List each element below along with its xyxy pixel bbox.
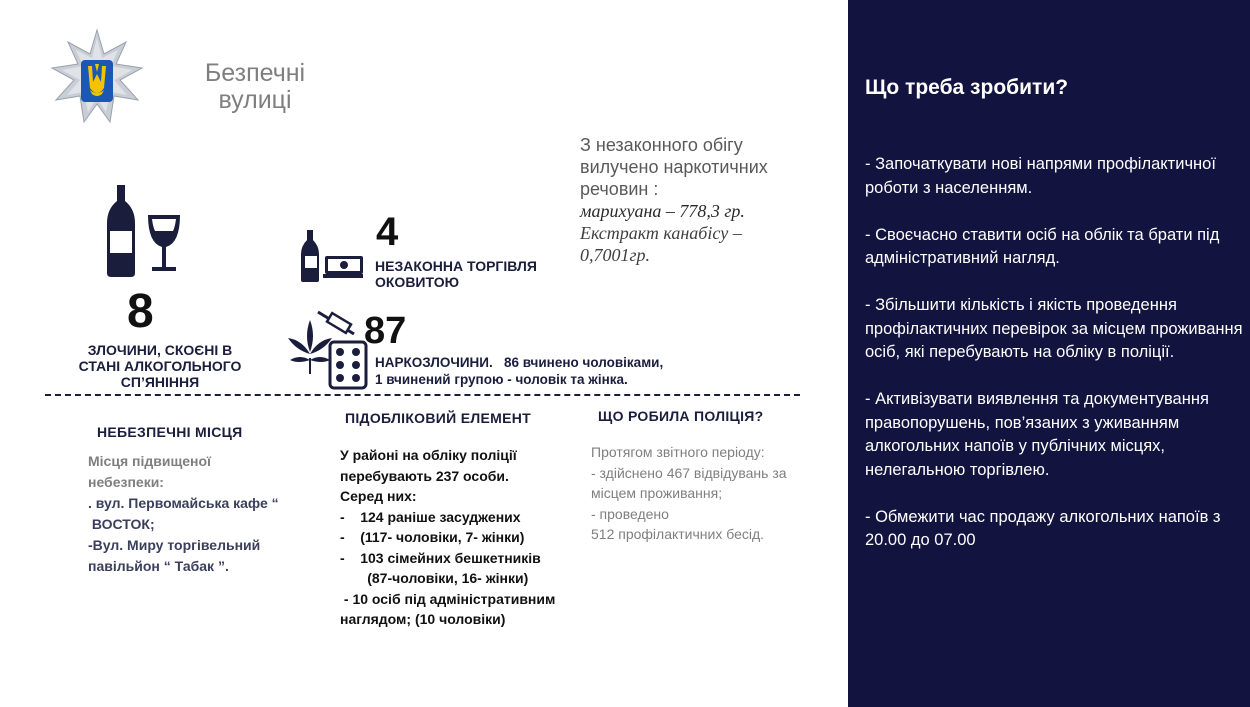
stat-drug-crimes-label (375, 354, 715, 388)
recommendation-item: - Своєчасно ставити осіб на облік та брати під адміністративний нагляд. (865, 225, 1220, 267)
registered-line: Серед них: (340, 488, 417, 504)
recommendation-item: - Започаткувати нові напрями профілактичної роботи з населенням. (865, 155, 1216, 197)
police-line: 512 профілактичних бесід. (591, 526, 765, 542)
registered-line: наглядом; (10 чоловіки) (340, 611, 506, 627)
dangerous-places-list (88, 451, 308, 577)
recommendations-list (865, 153, 1250, 576)
seized-item-marijuana: марихуана – 778,3 гр. (580, 201, 745, 221)
police-line: місцем проживання; (591, 485, 723, 501)
dangerous-places-heading: НЕБЕЗПЕЧНІ МІСЦЯ (97, 424, 243, 440)
stat-drug-label-line-2: 1 вчинений групою - чоловік та жінка. (375, 372, 628, 387)
stat-alcohol-label-line-2: СТАНІ АЛКОГОЛЬНОГО (78, 358, 242, 374)
registered-line: (87-чоловіки, 16- жінки) (340, 570, 529, 586)
dashed-divider (45, 394, 800, 396)
stat-drug-label-line-1: НАРКОЗЛОЧИНИ. 86 вчинено чоловіками, (375, 355, 664, 370)
bottle-money-icon (301, 228, 365, 284)
police-line: - проведено (591, 505, 669, 522)
brand-line-2: вулиці (218, 86, 292, 114)
police-actions-heading: ЩО РОБИЛА ПОЛІЦІЯ? (598, 408, 764, 424)
dangerous-line: . вул. Первомайська кафе “ (88, 495, 279, 511)
stat-alcohol-crimes-label (60, 342, 260, 390)
dangerous-line: павільйон “ Табак ”. (88, 558, 229, 574)
wine-bottle-glass-icon (105, 183, 185, 278)
stat-trade-label-line-1: НЕЗАКОННА ТОРГІВЛЯ (375, 258, 537, 274)
recommendation-item: - Активізувати виявлення та документування правопорушень, пов’язаних з уживанням алкогольних напоїв у публічних місцях, нелегальною торгівлею. (865, 390, 1209, 479)
seized-line-1: З незаконного обігу (580, 135, 743, 155)
registered-line: - 10 осіб під адміністративним (340, 590, 556, 607)
dangerous-line: -Вул. Миру торгівельний (88, 537, 261, 553)
recommendation-item: - Збільшити кількість і якість проведення профілактичних перевірок за місцем проживання осіб, які перебувають на обліку в поліції. (865, 296, 1243, 361)
dangerous-line: ВОСТОК; (88, 516, 155, 532)
recommendation-item: - Обмежити час продажу алкогольних напоїв з 20.00 до 07.00 (865, 507, 1221, 549)
stat-illegal-trade-value: 4 (376, 210, 399, 254)
registered-line: У районі на обліку поліції (340, 447, 517, 463)
stat-alcohol-crimes-value: 8 (127, 285, 154, 338)
seized-line-2: вилучено наркотичних (580, 157, 768, 177)
registered-persons-heading: ПІДОБЛІКОВИЙ ЕЛЕМЕНТ (345, 410, 531, 426)
police-line: - здійснено 467 відвідувань за (591, 464, 787, 481)
registered-line: - 103 сімейних бешкетників (340, 549, 541, 566)
seized-item-extract-line-1: Екстракт канабісу – (580, 223, 742, 243)
recommendations-title: Що треба зробити? (865, 76, 1069, 99)
dangerous-line: небезпеки: (88, 474, 164, 490)
seized-drugs-text (580, 134, 830, 266)
registered-line: - 124 раніше засуджених (340, 508, 521, 525)
police-star-emblem-icon (38, 28, 156, 142)
registered-line: перебувають 237 особи. (340, 467, 509, 484)
police-actions-list (591, 442, 831, 545)
brand-title (190, 60, 320, 114)
stat-drug-crimes-value: 87 (364, 310, 407, 352)
police-line: Протягом звітного періоду: (591, 444, 765, 460)
registered-persons-list (340, 445, 590, 630)
cannabis-syringe-pills-icon (288, 308, 370, 390)
seized-line-3: речовин : (580, 179, 659, 199)
stat-alcohol-label-line-1: ЗЛОЧИНИ, СКОЄНІ В (87, 342, 233, 358)
brand-line-1: Безпечні (204, 59, 306, 87)
registered-line: - (117- чоловіки, 7- жінки) (340, 529, 525, 545)
stat-alcohol-label-line-3: СП’ЯНІННЯ (120, 374, 200, 390)
seized-item-extract-line-2: 0,7001гр. (580, 245, 651, 265)
stat-trade-label-line-2: ОКОВИТОЮ (375, 274, 460, 290)
stat-illegal-trade-label (375, 258, 555, 290)
dangerous-line: Місця підвищеної (88, 453, 211, 469)
